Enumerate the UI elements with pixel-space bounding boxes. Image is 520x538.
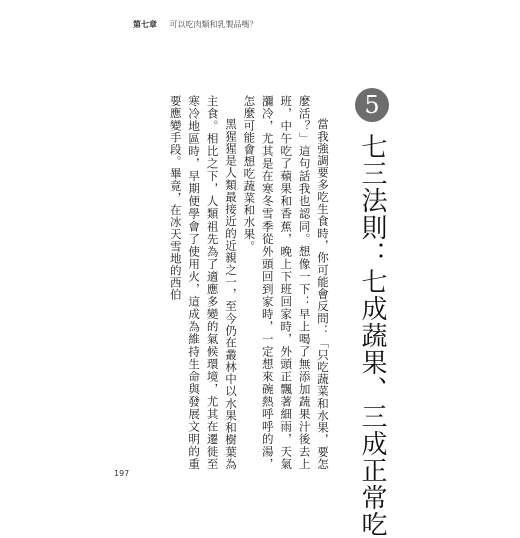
running-header [133,19,258,30]
paragraph-2: 黑猩猩是人類最接近的近親之一，至今仍在叢林中以水果和樹葉為主食。相比之下，人類祖先為了適應多變的氣候環境，尤其在遷徙至寒冷地區時，早期便學會了使用火，這成為維持生命與發展文明的重要應變手段。畢竟，在冰天雪地的西伯 [168,95,238,470]
body-text [166,95,332,470]
chapter-label: 第七章 [133,20,157,29]
chapter-title: 可以吃肉類和乳製品嗎？ [169,20,258,29]
section-number-badge: 5 [355,88,389,122]
paragraph-1: 當我強調要多吃生食時，你可能會反問：「只吃蔬菜和水果，要怎麼活？」這句話我也認同。想像一下：早上喝了無添加蔬果汁後去上班，中午吃了蘋果和香蕉，晚上下班回家時，外頭正飄著細雨，天氣瀰冷，尤其是在寒冬雪季從外頭回到家時，一定想來碗熱呼呼的湯，怎麼可能會想吃蔬菜和水果。 [242,95,330,470]
section-title: 七三法則：七成蔬果、三成正常吃 [357,133,387,538]
page-number: 197 [114,469,130,478]
